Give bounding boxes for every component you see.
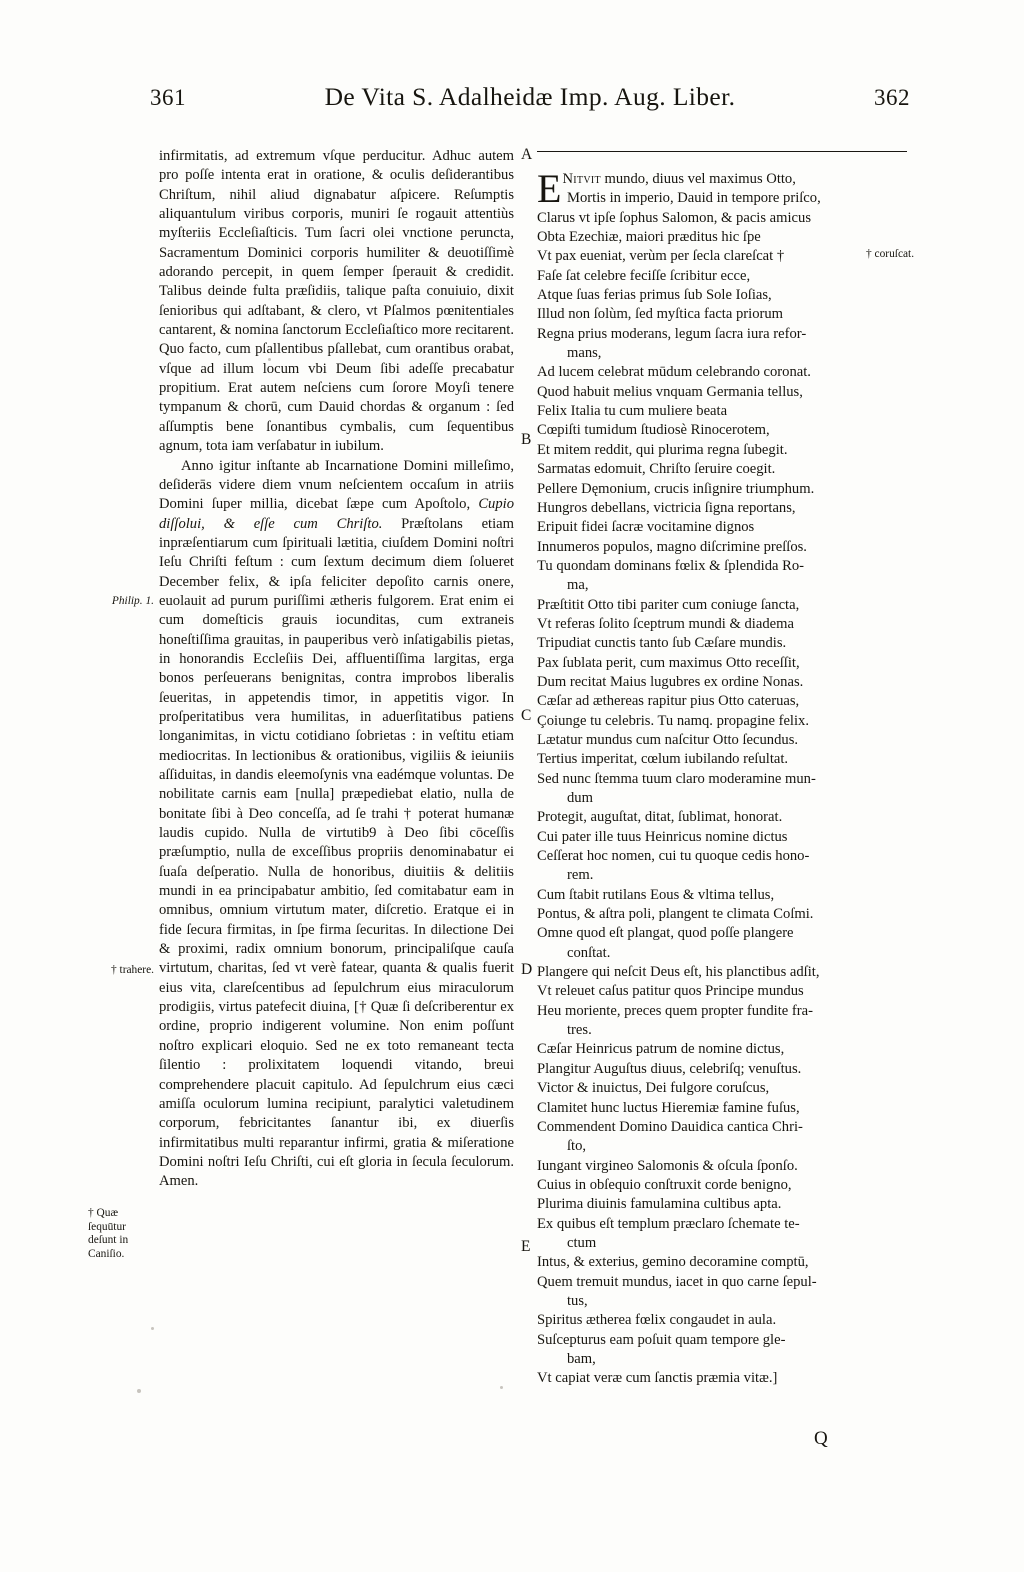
verse-line: Obta Ezechiæ, maiori præditus hic ſpe xyxy=(537,229,761,246)
verse-line: ma, xyxy=(567,577,589,594)
folio-number-right: 362 xyxy=(873,85,910,110)
marginal-letter-d: D xyxy=(521,961,533,978)
verse-line: Ceſſerat hoc nomen, cui tu quoque cedis hono- xyxy=(537,848,810,865)
signature-mark: Q xyxy=(814,1428,828,1449)
verse-line: Plangitur Auguſtus diuus, celebriſq; venuſtus. xyxy=(537,1060,802,1077)
verse-line: Tertius imperitat, cœlum iubilando reſultat. xyxy=(537,751,789,768)
verse-line: Felix Italia tu cum muliere beata xyxy=(537,403,728,420)
verse-line: ctum xyxy=(567,1234,597,1251)
verse-line: Cuius in obſequio conſtruxit corde benigno, xyxy=(537,1176,792,1193)
verse-line: Mortis in imperio, Dauid in tempore priſco, xyxy=(567,190,821,207)
verse-line: tres. xyxy=(567,1022,592,1039)
verse-line: Plangere qui neſcit Deus eſt, his planctibus adſit, xyxy=(537,964,820,981)
verse-line: Pellere Dęmonium, crucis inſignire triumphum. xyxy=(537,480,815,497)
verse-line: Suſcepturus eam poſuit quam tempore gle- xyxy=(537,1331,786,1348)
verse-line: Cui pater ille tuus Heinricus nomine dictus xyxy=(537,828,788,845)
opening-small-caps: Nitvit xyxy=(562,171,601,187)
scan-speck xyxy=(137,1389,141,1393)
verse-line: ſto, xyxy=(567,1138,587,1155)
sidenote-philippians xyxy=(92,595,154,609)
verse-line: Tripudiat cunctis tanto ſub Cæſare mundis. xyxy=(537,635,787,652)
verse-line: conſtat. xyxy=(567,944,611,961)
verse-line: Hungros debellans, victricia ſigna reportans, xyxy=(537,499,796,516)
verse-line: Tu quondam dominans fœlix & ſplendida Ro- xyxy=(537,557,805,574)
page-title: De Vita S. Adalheidæ Imp. Aug. Liber. xyxy=(324,82,736,111)
verse-line: Sarmatas edomuit, Chriſto ſeruire coegit. xyxy=(537,461,776,478)
running-head xyxy=(150,82,910,124)
opening-line-rest: mundo, diuus vel maximus Otto, xyxy=(600,171,796,187)
verse-line: Quod habuit melius vnquam Germania tellus, xyxy=(537,383,803,400)
verse-line: Cæſar ad æthereas rapitur pius Otto cateruas, xyxy=(537,693,800,710)
verse-line: Plurima diuinis famulamina cultibus apta. xyxy=(537,1196,782,1213)
verse-line: Çoiunge tu celebris. Tu namq. propagine felix. xyxy=(537,712,809,729)
verse-line: rem. xyxy=(567,867,594,884)
verse-line: Intus, & exterius, gemino decoramine comptū, xyxy=(537,1254,809,1271)
verse-line: Clarus vt ipſe ſophus Salomon, & pacis amicus xyxy=(537,209,812,226)
sidenote-philippians-text: Philip. 1. xyxy=(111,595,154,607)
paragraph-2 xyxy=(159,457,514,1192)
scan-speck xyxy=(500,1386,503,1389)
verse-line: Protegit, auguſtat, ditat, ſublimat, honorat. xyxy=(537,809,783,826)
verse-line: Dum recitat Maius lugubres ex ordine Nonas. xyxy=(537,673,804,690)
marginal-letter-e: E xyxy=(521,1238,531,1255)
verse-line: bam, xyxy=(567,1350,596,1367)
verse-line: Vt referas ſolito ſceptrum mundi & diadema xyxy=(537,615,794,632)
verse-line: Eripuit fidei ſacræ vocitamine dignos xyxy=(537,519,755,536)
verse-line: Præſtitit Otto tibi pariter cum coniuge ſancta, xyxy=(537,596,800,613)
verse-line: Faſe ſat celebre feciſſe ſcribitur ecce, xyxy=(537,267,751,284)
verse-line: Iungant virgineo Salomonis & oſcula ſponſo. xyxy=(537,1157,798,1174)
verse-line: Sed nunc ſtemma tuum claro moderamine mun- xyxy=(537,770,816,787)
scan-speck xyxy=(268,358,271,361)
scripture-quotation: Cupio diſſolui, & eſſe cum Chriſto. xyxy=(159,496,514,532)
verse-line: Cæſar Heinricus patrum de nomine dictus, xyxy=(537,1041,785,1058)
verse-line: Clamitet hunc luctus Hieremiæ famine fuſus, xyxy=(537,1099,800,1116)
left-text-column xyxy=(159,147,514,1192)
marginal-letter-c: C xyxy=(521,707,532,724)
paragraph-2-part-a: Anno igitur inſtante ab Incarnatione Domini milleſimo, deſiderās videre diem vnum neſcientem occaſum in atriis Domini ſuper millia, dicebat ſæpe cum Apoſtolo, xyxy=(159,457,514,513)
verse-line: Et mitem reddit, qui plurima regna ſubegit. xyxy=(537,441,788,458)
sidenote-trahere: † trahere. xyxy=(110,964,154,976)
paragraph-2-part-b: Præſtolans etiam inpræſentiarum cum ſpirituali lætitia, ciuſdem Domini noſtri Ieſu Chriſti feſtum : cum ſextum decimum diem ſolueret December felix, & ipſa feliciter depoſito carnis onere, euolauit ad purum puriſſimi ætheris fulgorem. Erat enim ei cum domeſticis grauis iocunditas, cum extraneis honeſtiſſima grauitas, in pauperibus verò inſatigabilis pietas, in honorandis Eccleſiis Dei, affluentiſſima largitas, erga bonos perſeuerans benignitas, contra improbos liberalis ſeueritas, in appetendis timor, in appetitis vigor. In proſperitatibus vera humilitas, in aduerſitatibus patiens longanimitas, in victu cotidiano ſobrietas : in veſtitu etiam mediocritas. In lectionibus & orationibus, vigiliis & ieiuniis aſſiduitas, in dandis eleemoſynis vna eadémque voluntas. De nobilitate carnis eam [nulla] præpediebat elatio, nulla de bonitate ſibi à Deo conceſſa, ad ſe trahi † poterat humanæ laudis cupido. Nulla de virtutib9 à Deo ſibi cōceſſis præſumptio, nulla de exceſſibus propriis denominabatur ei ſuaſa deſperatio. Nulla de honoribus, diuitiis & delitiis mundi in ea principabatur ambitio, ſed comitabatur eam in omnibus, omnium virtutum mater, diſcretio. Eratque ei in fide ſecura firmitas, in ſpe firma ſecuritas. In dilectione Dei & proximi, radix omnium bonorum, principaliſque cauſa virtutum, charitas, ſed vt verè fatear, quanta & qualis fuerit eius vita, clareſcentibus ad ſepulchrum eius miraculorum prodigiis, virtus patefecit diuina, [† Quæ ſi deſcriberentur ex ordine, proprio indigerent volumine. Non enim poſſunt noſtro explicari eloquio. Sed ne ex toto remaneant tecta ſilentio : prolixitatem loquendi vitando, breui comprehendere placuit capitulo. Ad ſepulchrum eius cæci amiſſa oculorum lumina recipiunt, paralytici valetudinem corporum, febricitantes ſanantur ibi, ex diuerſis infirmitatibus multi reparantur infirmi, gratia & miſeratione Domini noſtri Ieſu Chriſti, cui eſt gloria in ſecula ſeculorum. Amen. xyxy=(159,515,514,1190)
verse-line: Illud non ſolùm, ſed myſtica facta priorum xyxy=(537,306,784,323)
verse-line: Vt pax eueniat, verùm per ſecla clareſcat † xyxy=(537,248,785,265)
sidenote-canisio: † Quæ ſequūtur deſunt in Caniſio. xyxy=(88,1207,129,1260)
verse-line: Ex quibus eſt templum præclaro ſchemate te- xyxy=(537,1215,800,1232)
sidenote-coruscat: † coruſcat. xyxy=(866,248,915,260)
verse-line: tus, xyxy=(567,1292,588,1309)
verse-line: Commendent Domino Dauidica cantica Chri- xyxy=(537,1118,803,1135)
verse-line: Victor & inuictus, Dei fulgore coruſcus, xyxy=(537,1080,770,1097)
verse-line: Heu moriente, preces quem propter fundite fra- xyxy=(537,1002,813,1019)
paragraph-1: infirmitatis, ad extremum vſque perducitur. Adhuc autem pro poſſe intenta erat in oratione, & oculis deſiderantibus Chriſtum, nihil aliud dignabatur aſpicere. Reſumptis aliquantulum viribus corporis, muniri ſe rogauit attentiùs myſteriis Eccleſiaſticis. Tum ſacri olei vnctione peruncta, Sacramentum Dominici corporis humiliter & deuotiſſimè adorando percepit, in quem ſemper ſperauit & credidit. Talibus deinde fulta præſidiis, talique paſta conuiuio, dixit ſenioribus qui adſtabant, & clero, vt Pſalmos pœnitentiales cantarent, & nomina ſanctorum Eccleſiaſtico more recitarent. Quo facto, cum pſallentibus pſallebat, cum orantibus orabat, vſque ad illum locum vbi Deum ſibi adeſſe precabatur propitium. Erat autem neſciens cum ſorore Moyſi tenere tympanum & chorū, cum Dauid chordas & organum : ſed aſſumptis bene ſonantibus cymbalis, cum ſequentibus agnum, tota iam verſabatur in iubilum. xyxy=(159,148,514,455)
marginal-letter-a: A xyxy=(521,146,533,163)
verse-line: Spiritus ætherea fœlix congaudet in aula. xyxy=(537,1312,777,1329)
verse-line: Omne quod eſt plangat, quod poſſe plangere xyxy=(537,925,794,942)
verse-line: Vt releuet caſus patitur quos Principe mundus xyxy=(537,983,804,1000)
marginal-letter-b: B xyxy=(521,431,532,448)
folio-number-left: 361 xyxy=(150,85,186,110)
verse-line: Quem tremuit mundus, iacet in quo carne ſepul- xyxy=(537,1273,817,1290)
verse-line: Cœpiſti tumidum ſtudiosè Rinocerotem, xyxy=(537,422,770,439)
verse-line: Innumeros populos, magno diſcrimine preſſos. xyxy=(537,538,807,555)
verse-line: dum xyxy=(567,790,593,806)
verse-line: Pax ſublata perit, cum maximus Otto receſſit, xyxy=(537,654,800,671)
verse-line-list xyxy=(537,189,905,1388)
verse-line: Cum ſtabit rutilans Eous & vltima tellus, xyxy=(537,886,775,903)
verse-line: Ad lucem celebrat mūdum celebrando coronat. xyxy=(537,364,811,381)
right-verse-column xyxy=(537,166,905,1389)
scan-speck xyxy=(151,1327,154,1330)
verse-line: Vt capiat veræ cum ſanctis præmia vitæ.] xyxy=(537,1370,778,1387)
column-rule xyxy=(537,151,907,152)
drop-cap-letter: E xyxy=(537,166,562,211)
verse-line: Lætatur mundus cum naſcitur Otto ſecundus. xyxy=(537,731,799,748)
verse-line: mans, xyxy=(567,345,602,362)
verse-line: Regna prius moderans, legum ſacra iura refor- xyxy=(537,325,807,342)
verse-line: Pontus, & aſtra poli, plangent te climata Coſmi. xyxy=(537,906,814,923)
verse-line: Atque ſuas ferias primus ſub Sole Ioſias, xyxy=(537,287,772,304)
